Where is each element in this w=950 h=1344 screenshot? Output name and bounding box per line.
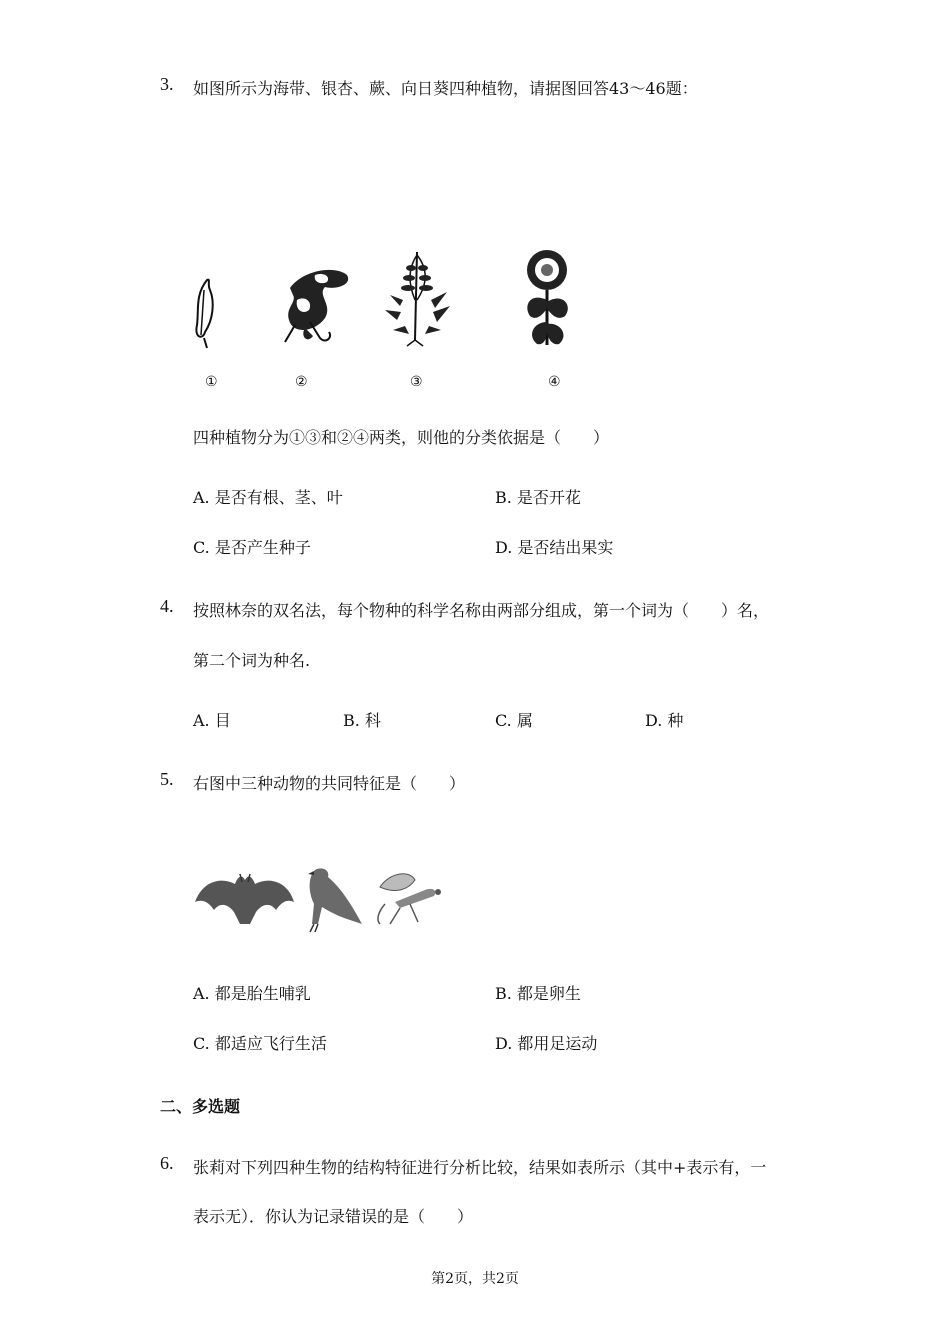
kelp-illustration <box>196 280 212 348</box>
q4-option-b[interactable]: B. 科 <box>343 711 381 730</box>
q4-option-d[interactable]: D. 种 <box>645 711 684 730</box>
q5-option-c[interactable]: C. 都适应飞行生活 <box>193 1034 327 1053</box>
question-5-number: 5. <box>160 769 174 789</box>
question-3-subquestion: 四种植物分为①③和②④两类，则他的分类依据是（ ） <box>193 428 610 447</box>
q3-option-a[interactable]: A. 是否有根、茎、叶 <box>193 488 343 507</box>
four-plants-figure <box>185 240 605 400</box>
question-5-text: 右图中三种动物的共同特征是（ ） <box>193 774 466 793</box>
question-3-number: 3. <box>160 74 174 94</box>
question-4-text-line1: 按照林奈的双名法，每个物种的科学名称由两部分组成，第一个词为（ ）名， <box>193 601 770 620</box>
q4-option-c[interactable]: C. 属 <box>495 711 533 730</box>
sunflower-illustration <box>527 250 568 345</box>
ginkgo-illustration <box>285 270 348 342</box>
question-6-text-line2: 表示无）．你认为记录错误的是（ ） <box>193 1207 474 1226</box>
question-4-number: 4. <box>160 596 174 616</box>
eagle-illustration <box>308 868 362 932</box>
question-6-text-line1: 张莉对下列四种生物的结构特征进行分析比较，结果如表所示（其中+表示有，一 <box>193 1158 767 1177</box>
figure-label-4: ④ <box>548 374 561 390</box>
q3-option-b[interactable]: B. 是否开花 <box>495 488 581 507</box>
q3-option-d[interactable]: D. 是否结出果实 <box>495 538 614 557</box>
question-4-text-line2: 第二个词为种名. <box>193 651 311 670</box>
question-3-text: 如图所示为海带、银杏、蕨、向日葵四种植物，请据图回答43～46题： <box>193 79 698 98</box>
mantis-illustration <box>378 874 441 924</box>
section-title-multiple-choice: 二、多选题 <box>160 1097 241 1116</box>
figure-label-1: ① <box>205 374 218 390</box>
figure-label-3: ③ <box>410 374 423 390</box>
figure-label-2: ② <box>295 374 308 390</box>
q5-option-a[interactable]: A. 都是胎生哺乳 <box>193 984 311 1003</box>
q5-option-d[interactable]: D. 都用足运动 <box>495 1034 598 1053</box>
bat-illustration <box>195 874 294 924</box>
q3-option-c[interactable]: C. 是否产生种子 <box>193 538 311 557</box>
question-6-number: 6. <box>160 1153 174 1173</box>
q4-option-a[interactable]: A. 目 <box>193 711 231 730</box>
fern-illustration <box>385 252 450 346</box>
q5-option-b[interactable]: B. 都是卵生 <box>495 984 581 1003</box>
three-animals-figure <box>190 862 450 937</box>
page-footer: 第2页，共2页 <box>431 1271 519 1287</box>
